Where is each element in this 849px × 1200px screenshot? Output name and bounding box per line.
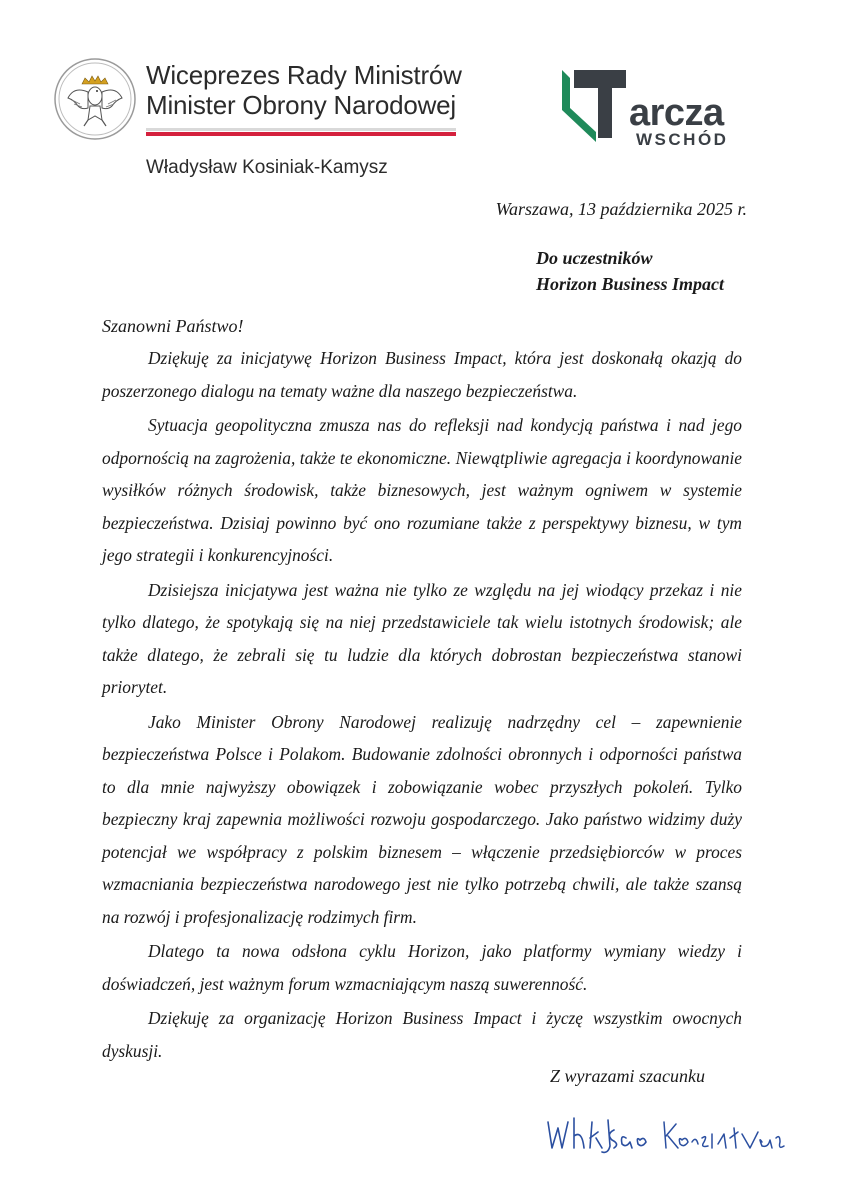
letter-body — [102, 342, 742, 1069]
closing: Z wyrazami szacunku — [550, 1066, 706, 1086]
ministry-title — [146, 60, 462, 120]
addressee-line2: Horizon Business Impact — [536, 274, 725, 294]
minister-name: Władysław Kosiniak-Kamysz — [146, 157, 388, 178]
handwritten-signature — [540, 1108, 790, 1164]
paragraph: Dziękuję za inicjatywę Horizon Business Impact, która jest doskonałą okazją do poszerzonego dialogu na tematy ważne dla naszego bezpieczeństwa. — [102, 348, 742, 401]
paragraph: Dzisiejsza inicjatywa jest ważna nie tylko ze względu na jej wiodący przekaz i nie tylko dlatego, że spotykają się na niej przedstawiciele tak wielu istotnych środowisk; ale także dlatego, że zebrali się tu ludzie dla których dobrostan bezpieczeństwa stanowi priorytet. — [102, 579, 742, 697]
logo-word: arcza — [629, 92, 724, 134]
ministry-title-line1: Wiceprezes Rady Ministrów — [146, 60, 462, 90]
salutation: Szanowni Państwo! — [102, 316, 244, 336]
paragraph: Jako Minister Obrony Narodowej realizuję nadrzędny cel – zapewnienie bezpieczeństwa Polsce i Polakom. Budowanie zdolności obronnych i odporności państwa to dla mnie najwyższy obowiązek i zobowiązanie wobec przyszłych pokoleń. Tylko bezpieczny kraj zapewnia możliwości rozwoju gospodarczego. Jako państwo widzimy duży potencjał we współpracy z polskim biznesem – włączenie przedsiębiorców w proces wzmacniania bezpieczeństwa narodowego jest nie tylko potrzebą chwili, ale także szansą na rozwój i profesjonalizację rodzimych firm. — [102, 711, 742, 927]
flag-divider — [146, 128, 456, 136]
paragraph: Dziękuję za organizację Horizon Business Impact i życzę wszystkim owocnych dyskusji. — [102, 1008, 742, 1061]
logo-subword: WSCHÓD — [636, 130, 729, 149]
addressee — [536, 245, 724, 297]
letter-date: Warszawa, 13 października 2025 r. — [495, 199, 747, 219]
ministry-title-line2: Minister Obrony Narodowej — [146, 90, 457, 120]
polish-eagle-emblem-icon — [52, 56, 138, 142]
paragraph: Sytuacja geopolityczna zmusza nas do refleksji nad kondycją państwa i nad jego odpornością na zagrożenia, także te ekonomiczne. Niewątpliwie agregacja i koordynowanie wysiłków różnych środowisk, także biznesowych, jest ważnym ogniwem w systemie bezpieczeństwa. Dzisiaj powinno być ono rozumiane także z perspektywy biznesu, w tym jego strategii i konkurencyjności. — [102, 415, 742, 565]
paragraph: Dlatego ta nowa odsłona cyklu Horizon, jako platformy wymiany wiedzy i doświadczeń, jest ważnym forum wzmacniającym naszą suwerenność. — [102, 941, 742, 994]
addressee-line1: Do uczestników — [536, 248, 653, 268]
